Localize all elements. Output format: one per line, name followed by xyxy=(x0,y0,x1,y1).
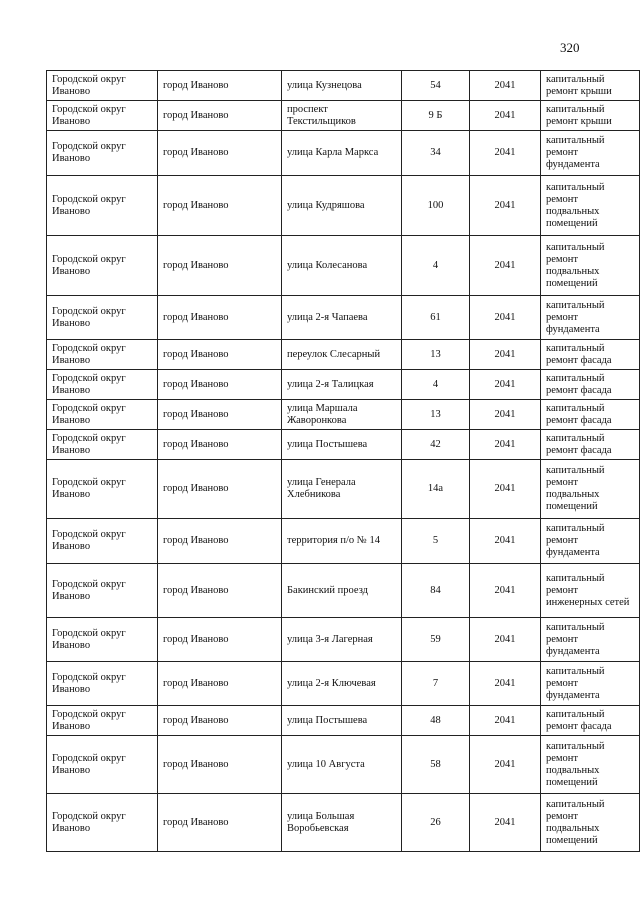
work-type-cell: капитальный ремонт подвальных помещений xyxy=(541,736,640,794)
table-row xyxy=(47,430,640,460)
street-cell: улица Кузнецова xyxy=(282,71,402,101)
district-cell: Городской округ Иваново xyxy=(47,370,158,400)
table-row xyxy=(47,131,640,176)
district-cell: Городской округ Иваново xyxy=(47,131,158,176)
city-cell: город Иваново xyxy=(158,400,282,430)
work-type-cell: капитальный ремонт фасада xyxy=(541,340,640,370)
table-row xyxy=(47,400,640,430)
table-row xyxy=(47,736,640,794)
work-type-cell: капитальный ремонт фасада xyxy=(541,706,640,736)
work-type-cell: капитальный ремонт фундамента xyxy=(541,618,640,662)
table-row xyxy=(47,618,640,662)
street-cell: проспект Текстильщиков xyxy=(282,101,402,131)
city-cell: город Иваново xyxy=(158,794,282,852)
district-cell: Городской округ Иваново xyxy=(47,176,158,236)
house-cell: 5 xyxy=(402,519,470,564)
work-type-cell: капитальный ремонт фундамента xyxy=(541,296,640,340)
year-cell: 2041 xyxy=(470,176,541,236)
city-cell: город Иваново xyxy=(158,460,282,519)
house-cell: 61 xyxy=(402,296,470,340)
street-cell: улица Постышева xyxy=(282,706,402,736)
street-cell: переулок Слесарный xyxy=(282,340,402,370)
district-cell: Городской округ Иваново xyxy=(47,706,158,736)
city-cell: город Иваново xyxy=(158,370,282,400)
street-cell: улица 2-я Чапаева xyxy=(282,296,402,340)
work-type-cell: капитальный ремонт подвальных помещений xyxy=(541,794,640,852)
year-cell: 2041 xyxy=(470,430,541,460)
table-row xyxy=(47,101,640,131)
district-cell: Городской округ Иваново xyxy=(47,794,158,852)
street-cell: улица 2-я Талицкая xyxy=(282,370,402,400)
year-cell: 2041 xyxy=(470,370,541,400)
street-cell: улица 10 Августа xyxy=(282,736,402,794)
year-cell: 2041 xyxy=(470,662,541,706)
year-cell: 2041 xyxy=(470,460,541,519)
table-row xyxy=(47,519,640,564)
street-cell: улица Большая Воробьевская xyxy=(282,794,402,852)
street-cell: территория п/о № 14 xyxy=(282,519,402,564)
work-type-cell: капитальный ремонт фундамента xyxy=(541,662,640,706)
house-cell: 54 xyxy=(402,71,470,101)
table-row xyxy=(47,564,640,618)
house-cell: 59 xyxy=(402,618,470,662)
house-cell: 42 xyxy=(402,430,470,460)
city-cell: город Иваново xyxy=(158,296,282,340)
city-cell: город Иваново xyxy=(158,131,282,176)
district-cell: Городской округ Иваново xyxy=(47,564,158,618)
street-cell: улица Колесанова xyxy=(282,236,402,296)
house-cell: 7 xyxy=(402,662,470,706)
city-cell: город Иваново xyxy=(158,662,282,706)
work-type-cell: капитальный ремонт фундамента xyxy=(541,131,640,176)
year-cell: 2041 xyxy=(470,296,541,340)
city-cell: город Иваново xyxy=(158,176,282,236)
city-cell: город Иваново xyxy=(158,618,282,662)
table-row xyxy=(47,460,640,519)
district-cell: Городской округ Иваново xyxy=(47,519,158,564)
city-cell: город Иваново xyxy=(158,430,282,460)
work-type-cell: капитальный ремонт подвальных помещений xyxy=(541,176,640,236)
district-cell: Городской округ Иваново xyxy=(47,296,158,340)
work-type-cell: капитальный ремонт крыши xyxy=(541,101,640,131)
district-cell: Городской округ Иваново xyxy=(47,236,158,296)
house-cell: 13 xyxy=(402,340,470,370)
district-cell: Городской округ Иваново xyxy=(47,430,158,460)
work-type-cell: капитальный ремонт фасада xyxy=(541,400,640,430)
street-cell: улица Постышева xyxy=(282,430,402,460)
district-cell: Городской округ Иваново xyxy=(47,460,158,519)
table-row xyxy=(47,340,640,370)
year-cell: 2041 xyxy=(470,131,541,176)
housing-repair-table xyxy=(46,70,640,852)
table-row xyxy=(47,662,640,706)
city-cell: город Иваново xyxy=(158,564,282,618)
table-row xyxy=(47,176,640,236)
house-cell: 58 xyxy=(402,736,470,794)
street-cell: улица Карла Маркса xyxy=(282,131,402,176)
city-cell: город Иваново xyxy=(158,236,282,296)
house-cell: 4 xyxy=(402,236,470,296)
work-type-cell: капитальный ремонт фасада xyxy=(541,430,640,460)
district-cell: Городской округ Иваново xyxy=(47,71,158,101)
house-cell: 26 xyxy=(402,794,470,852)
district-cell: Городской округ Иваново xyxy=(47,400,158,430)
street-cell: улица 2-я Ключевая xyxy=(282,662,402,706)
table-row xyxy=(47,794,640,852)
city-cell: город Иваново xyxy=(158,736,282,794)
street-cell: улица Маршала Жаворонкова xyxy=(282,400,402,430)
district-cell: Городской округ Иваново xyxy=(47,662,158,706)
district-cell: Городской округ Иваново xyxy=(47,340,158,370)
house-cell: 48 xyxy=(402,706,470,736)
table-row xyxy=(47,296,640,340)
house-cell: 84 xyxy=(402,564,470,618)
work-type-cell: капитальный ремонт фундамента xyxy=(541,519,640,564)
table-row xyxy=(47,236,640,296)
house-cell: 9 Б xyxy=(402,101,470,131)
year-cell: 2041 xyxy=(470,564,541,618)
year-cell: 2041 xyxy=(470,101,541,131)
page-number: 320 xyxy=(560,40,580,55)
house-cell: 100 xyxy=(402,176,470,236)
year-cell: 2041 xyxy=(470,618,541,662)
year-cell: 2041 xyxy=(470,736,541,794)
house-cell: 34 xyxy=(402,131,470,176)
city-cell: город Иваново xyxy=(158,71,282,101)
district-cell: Городской округ Иваново xyxy=(47,618,158,662)
street-cell: улица 3-я Лагерная xyxy=(282,618,402,662)
table-row xyxy=(47,71,640,101)
work-type-cell: капитальный ремонт подвальных помещений xyxy=(541,460,640,519)
city-cell: город Иваново xyxy=(158,101,282,131)
year-cell: 2041 xyxy=(470,794,541,852)
year-cell: 2041 xyxy=(470,519,541,564)
street-cell: улица Генерала Хлебникова xyxy=(282,460,402,519)
year-cell: 2041 xyxy=(470,71,541,101)
house-cell: 14а xyxy=(402,460,470,519)
year-cell: 2041 xyxy=(470,236,541,296)
city-cell: город Иваново xyxy=(158,340,282,370)
year-cell: 2041 xyxy=(470,340,541,370)
city-cell: город Иваново xyxy=(158,519,282,564)
district-cell: Городской округ Иваново xyxy=(47,736,158,794)
house-cell: 4 xyxy=(402,370,470,400)
street-cell: улица Кудряшова xyxy=(282,176,402,236)
work-type-cell: капитальный ремонт подвальных помещений xyxy=(541,236,640,296)
year-cell: 2041 xyxy=(470,400,541,430)
house-cell: 13 xyxy=(402,400,470,430)
year-cell: 2041 xyxy=(470,706,541,736)
table-row xyxy=(47,370,640,400)
city-cell: город Иваново xyxy=(158,706,282,736)
table-row xyxy=(47,706,640,736)
work-type-cell: капитальный ремонт инженерных сетей xyxy=(541,564,640,618)
district-cell: Городской округ Иваново xyxy=(47,101,158,131)
street-cell: Бакинский проезд xyxy=(282,564,402,618)
work-type-cell: капитальный ремонт фасада xyxy=(541,370,640,400)
work-type-cell: капитальный ремонт крыши xyxy=(541,71,640,101)
